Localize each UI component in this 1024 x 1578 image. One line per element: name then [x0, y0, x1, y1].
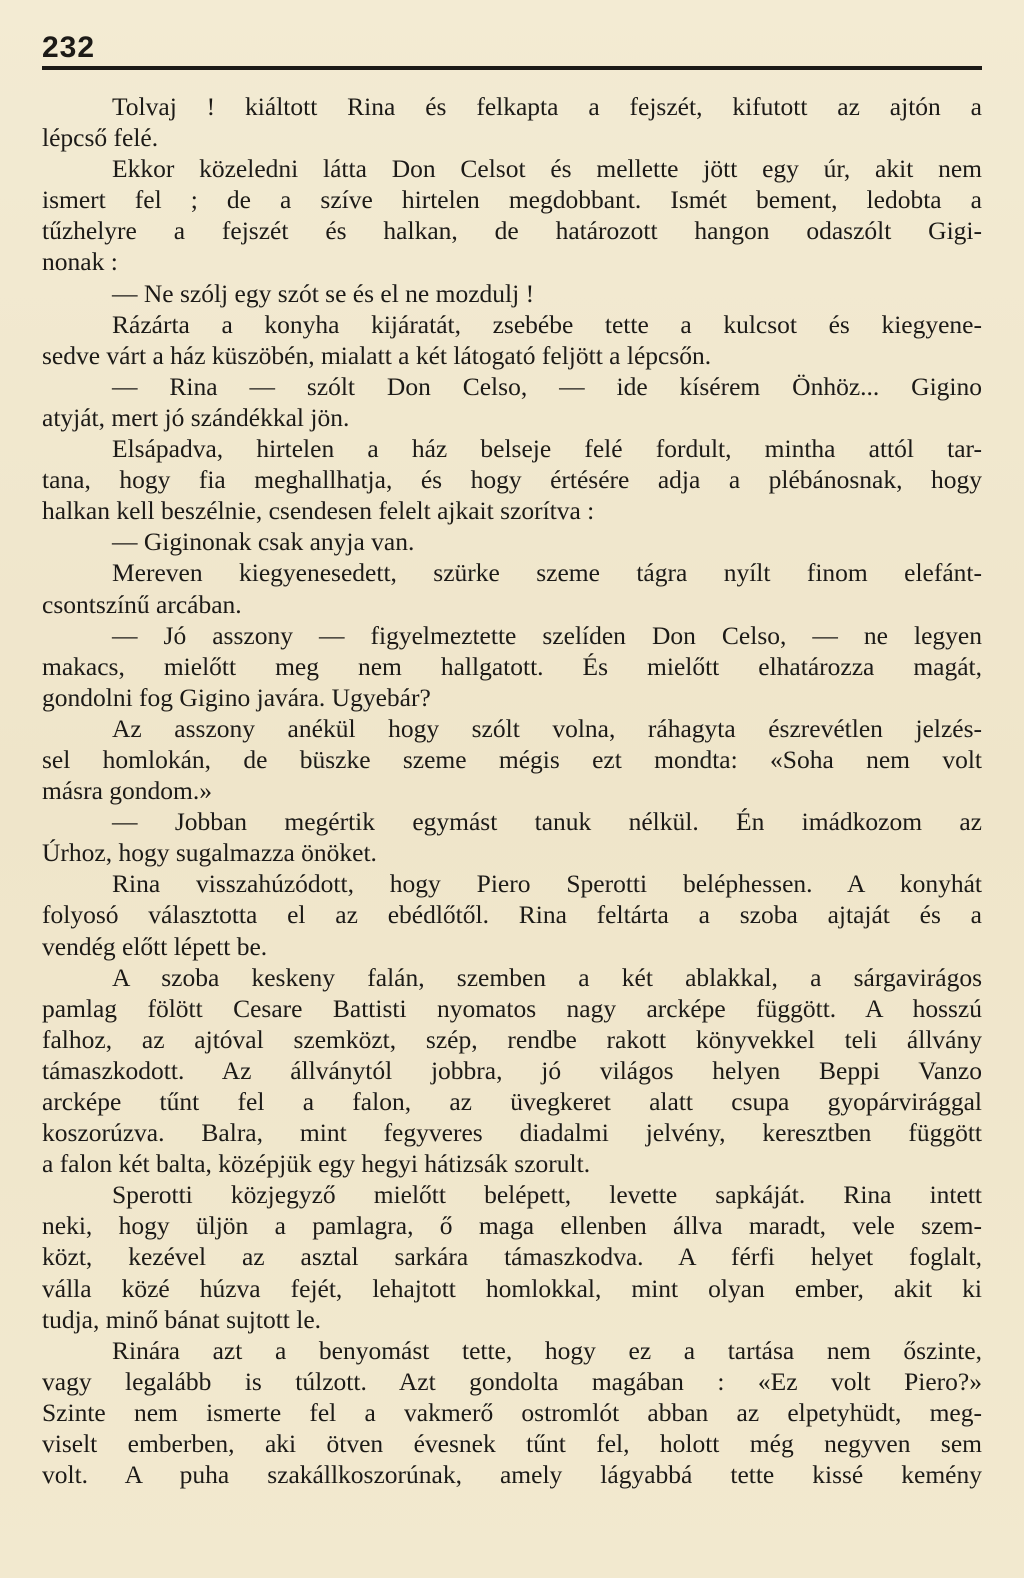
- text-line: válla közé húzva fejét, lehajtott homlokkal, mint olyan ember, akit ki: [42, 1273, 982, 1303]
- text-line: Úrhoz, hogy sugalmazza önöket.: [42, 838, 377, 868]
- text-line: viselt emberben, aki ötven évesnek tűnt fel, holott még negyven sem: [42, 1429, 982, 1459]
- text-line: koszorúzva. Balra, mint fegyveres diadalmi jelvény, keresztben függött: [42, 1118, 982, 1148]
- text-line: folyosó választotta el az ebédlőtől. Rina feltárta a szoba ajtaját és a: [42, 900, 982, 930]
- text-line: vagy legalább is túlzott. Azt gondolta magában : «Ez volt Piero?»: [42, 1366, 982, 1396]
- text-line: gondolni fog Gigino javára. Ugyebár?: [42, 682, 431, 712]
- text-line: — Jobban megértik egymást tanuk nélkül. Én imádkozom az: [112, 807, 982, 837]
- text-line: Az asszony anékül hogy szólt volna, ráhagyta észrevétlen jelzés-: [112, 713, 982, 743]
- text-line: tudja, minő bánat sujtott le.: [42, 1304, 322, 1334]
- text-line: — Ne szólj egy szót se és el ne mozdulj !: [112, 278, 535, 308]
- text-line: atyját, mert jó szándékkal jön.: [42, 402, 350, 432]
- text-line: Ekkor közeledni látta Don Celsot és mellette jött egy úr, akit nem: [112, 154, 982, 184]
- text-line: — Rina — szólt Don Celso, — ide kísérem Önhöz... Gigino: [112, 371, 982, 401]
- body-text: [42, 91, 982, 1490]
- text-line: Szinte nem ismerte fel a vakmerő ostromlót abban az elpetyhüdt, meg-: [42, 1397, 982, 1427]
- text-line: volt. A puha szakállkoszorúnak, amely lágyabbá tette kissé kemény: [42, 1460, 982, 1490]
- text-line: tana, hogy fia meghallhatja, és hogy értésére adja a plébánosnak, hogy: [42, 465, 982, 495]
- text-line: Rina visszahúzódott, hogy Piero Sperotti beléphessen. A konyhát: [112, 869, 982, 899]
- text-line: sel homlokán, de büszke szeme mégis ezt mondta: «Soha nem volt: [42, 744, 982, 774]
- text-line: makacs, mielőtt meg nem hallgatott. És mielőtt elhatározza magát,: [42, 651, 982, 681]
- text-line: ismert fel ; de a szíve hirtelen megdobbant. Ismét bement, ledobta a: [42, 185, 982, 215]
- text-line: falhoz, az ajtóval szemközt, szép, rendbe rakott könyvekkel teli állvány: [42, 1024, 982, 1054]
- text-line: A szoba keskeny falán, szemben a két ablakkal, a sárgavirágos: [112, 962, 982, 992]
- page-number: 232: [42, 31, 96, 64]
- header-rule: [42, 66, 982, 70]
- text-line: tűzhelyre a fejszét és halkan, de határozott hangon odaszólt Gigi-: [42, 216, 982, 246]
- text-line: — Giginonak csak anyja van.: [112, 527, 415, 557]
- text-line: a falon két balta, középjük egy hegyi hátizsák szorult.: [42, 1149, 591, 1179]
- text-line: Rinára azt a benyomást tette, hogy ez a tartása nem őszinte,: [112, 1335, 982, 1365]
- text-line: Tolvaj ! kiáltott Rina és felkapta a fejszét, kifutott az ajtón a: [112, 92, 982, 121]
- text-line: halkan kell beszélnie, csendesen felelt ajkait szorítva :: [42, 496, 595, 526]
- text-line: Sperotti közjegyző mielőtt belépett, levette sapkáját. Rina intett: [112, 1180, 982, 1210]
- text-line: vendég előtt lépett be.: [42, 931, 268, 961]
- text-line: Elsápadva, hirtelen a ház belseje felé fordult, mintha attól tar-: [112, 434, 982, 464]
- text-line: közt, kezével az asztal sarkára támaszkodva. A férfi helyet foglalt,: [42, 1242, 982, 1272]
- text-line: pamlag fölött Cesare Battisti nyomatos nagy arcképe függött. A hosszú: [42, 993, 982, 1023]
- text-line: lépcső felé.: [42, 123, 159, 153]
- text-line: sedve várt a ház küszöbén, mialatt a két látogató feljött a lépcsőn.: [42, 340, 712, 370]
- page-header: [42, 30, 982, 72]
- text-line: arcképe tűnt fel a falon, az üvegkeret alatt csupa gyopárvirággal: [42, 1087, 982, 1116]
- text-line: Rázárta a konyha kijáratát, zsebébe tette a kulcsot és kiegyene-: [112, 309, 982, 339]
- text-line: Mereven kiegyenesedett, szürke szeme tágra nyílt finom elefánt-: [112, 558, 982, 588]
- text-line: támaszkodott. Az állványtól jobbra, jó világos helyen Beppi Vanzo: [42, 1055, 982, 1085]
- text-line: nonak :: [42, 247, 118, 277]
- text-line: neki, hogy üljön a pamlagra, ő maga ellenben állva maradt, vele szem-: [42, 1211, 982, 1241]
- text-line: — Jó asszony — figyelmeztette szelíden Don Celso, — ne legyen: [112, 620, 982, 650]
- text-line: csontszínű arcában.: [42, 589, 242, 619]
- text-line: másra gondom.»: [42, 776, 212, 806]
